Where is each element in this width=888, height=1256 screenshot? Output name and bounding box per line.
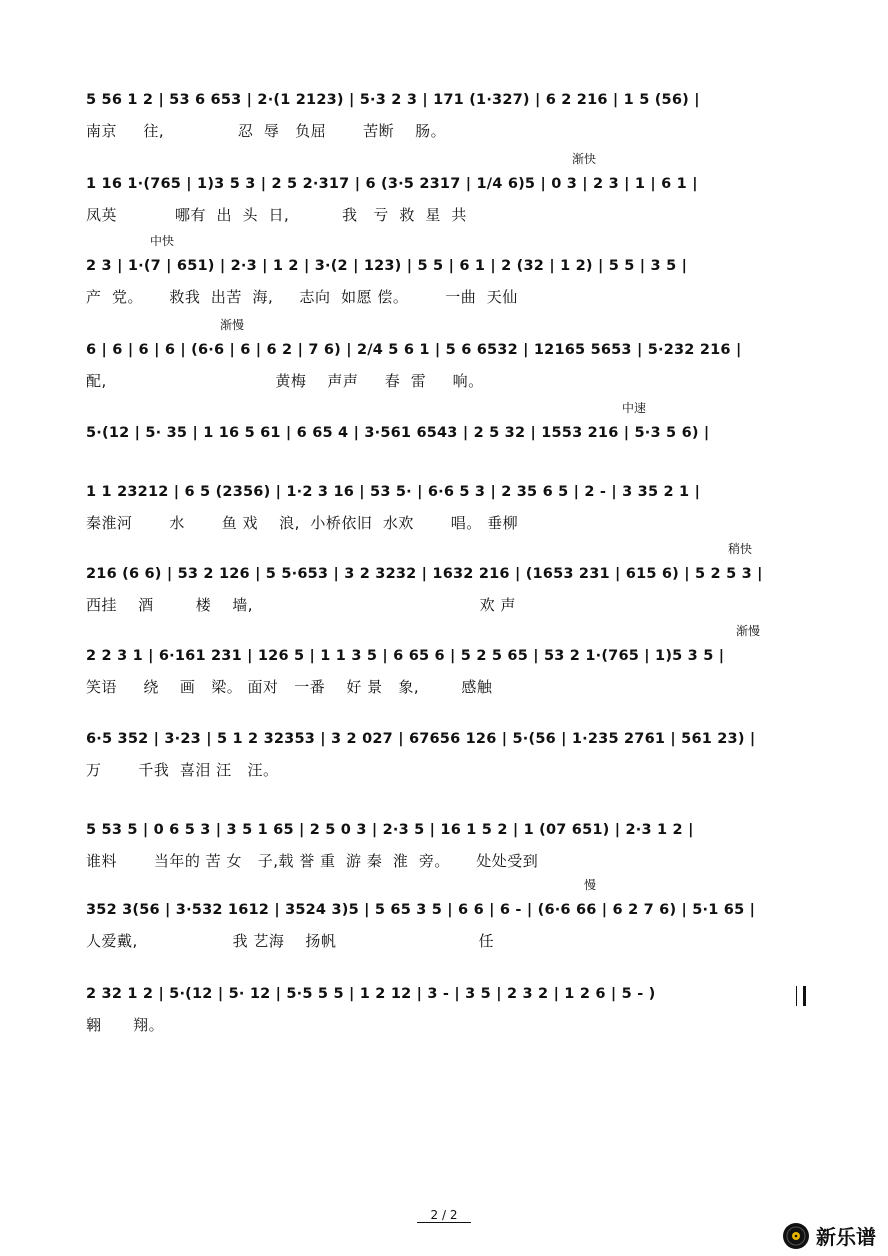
lyrics-line: 笑语 绕 画 梁。 面对 一番 好 景 象, 感触 xyxy=(86,678,493,696)
lyrics-line: 秦淮河 水 鱼 戏 浪, 小桥依旧 水欢 唱。 垂柳 xyxy=(86,514,519,532)
notation-line: 1 1 23212 | 6 5 (2356) | 1·2 3 16 | 53 5· | 6·6 5 3 | 2 35 6 5 | 2 - | 3 35 2 1 | xyxy=(86,484,701,500)
lyrics-line: 翱 翔。 xyxy=(86,1016,165,1034)
tempo-mark: 中速 xyxy=(622,401,647,415)
lyrics-line: 谁料 当年的 苦 女 子,载 誉 重 游 秦 淮 旁。 处处受到 xyxy=(86,852,539,870)
notation-line: 216 (6 6) | 53 2 126 | 5 5·653 | 3 2 3232 | 1632 216 | (1653 231 | 615 6) | 5 2 5 3 | xyxy=(86,566,763,582)
lyrics-line: 凤英 哪有 出 头 日, 我 亏 救 星 共 xyxy=(86,206,467,224)
tempo-mark: 稍快 xyxy=(728,542,753,556)
notation-line: 352 3(56 | 3·532 1612 | 3524 3)5 | 5 65 3 5 | 6 6 | 6 - | (6·6 66 | 6 2 7 6) | 5·1 65 | xyxy=(86,902,756,918)
lyrics-line: 人爱戴, 我 艺海 扬帆 任 xyxy=(86,932,495,950)
final-barline xyxy=(796,986,806,1006)
lyrics-line: 南京 往, 忍 辱 负屈 苦断 肠。 xyxy=(86,122,447,140)
tempo-mark: 中快 xyxy=(150,234,175,248)
lyrics-line: 万 千我 喜泪 汪 汪。 xyxy=(86,761,279,779)
page-number: 2 / 2 xyxy=(417,1208,472,1223)
lyrics-line: 配, 黄梅 声声 春 雷 响。 xyxy=(86,372,484,390)
notation-line: 2 32 1 2 | 5·(12 | 5· 12 | 5·5 5 5 | 1 2 12 | 3 - | 3 5 | 2 3 2 | 1 2 6 | 5 - ) xyxy=(86,986,656,1002)
tempo-mark: 渐快 xyxy=(572,152,597,166)
brand-name: 新乐谱 xyxy=(816,1225,876,1249)
notation-line: 5 56 1 2 | 53 6 653 | 2·(1 2123) | 5·3 2 3 | 171 (1·327) | 6 2 216 | 1 5 (56) | xyxy=(86,92,700,108)
page-footer xyxy=(0,1208,888,1223)
brand-logo xyxy=(782,1221,876,1250)
tempo-mark: 渐慢 xyxy=(220,318,245,332)
notation-line: 5·(12 | 5· 35 | 1 16 5 61 | 6 65 4 | 3·561 6543 | 2 5 32 | 1553 216 | 5·3 5 6) | xyxy=(86,425,710,441)
notation-line: 2 2 3 1 | 6·161 231 | 126 5 | 1 1 3 5 | 6 65 6 | 5 2 5 65 | 53 2 1·(765 | 1)5 3 5 | xyxy=(86,648,725,664)
notation-line: 6·5 352 | 3·23 | 5 1 2 32353 | 3 2 027 | 67656 126 | 5·(56 | 1·235 2761 | 561 23) | xyxy=(86,731,756,747)
tempo-mark: 慢 xyxy=(584,878,597,892)
vinyl-disc-icon xyxy=(782,1222,810,1250)
notation-line: 5 53 5 | 0 6 5 3 | 3 5 1 65 | 2 5 0 3 | 2·3 5 | 16 1 5 2 | 1 (07 651) | 2·3 1 2 | xyxy=(86,822,694,838)
lyrics-line: 西挂 酒 楼 墙, 欢 声 xyxy=(86,596,516,614)
tempo-mark: 渐慢 xyxy=(736,624,761,638)
notation-line: 1 16 1·(765 | 1)3 5 3 | 2 5 2·317 | 6 (3·5 2317 | 1/4 6)5 | 0 3 | 2 3 | 1 | 6 1 | xyxy=(86,176,698,192)
notation-line: 6 | 6 | 6 | 6 | (6·6 | 6 | 6 2 | 7 6) | 2/4 5 6 1 | 5 6 6532 | 12165 5653 | 5·232 216 | xyxy=(86,342,742,358)
notation-line: 2 3 | 1·(7 | 651) | 2·3 | 1 2 | 3·(2 | 123) | 5 5 | 6 1 | 2 (32 | 1 2) | 5 5 | 3 5 | xyxy=(86,258,688,274)
lyrics-line: 产 党。 救我 出苦 海, 志向 如愿 偿。 一曲 天仙 xyxy=(86,288,518,306)
